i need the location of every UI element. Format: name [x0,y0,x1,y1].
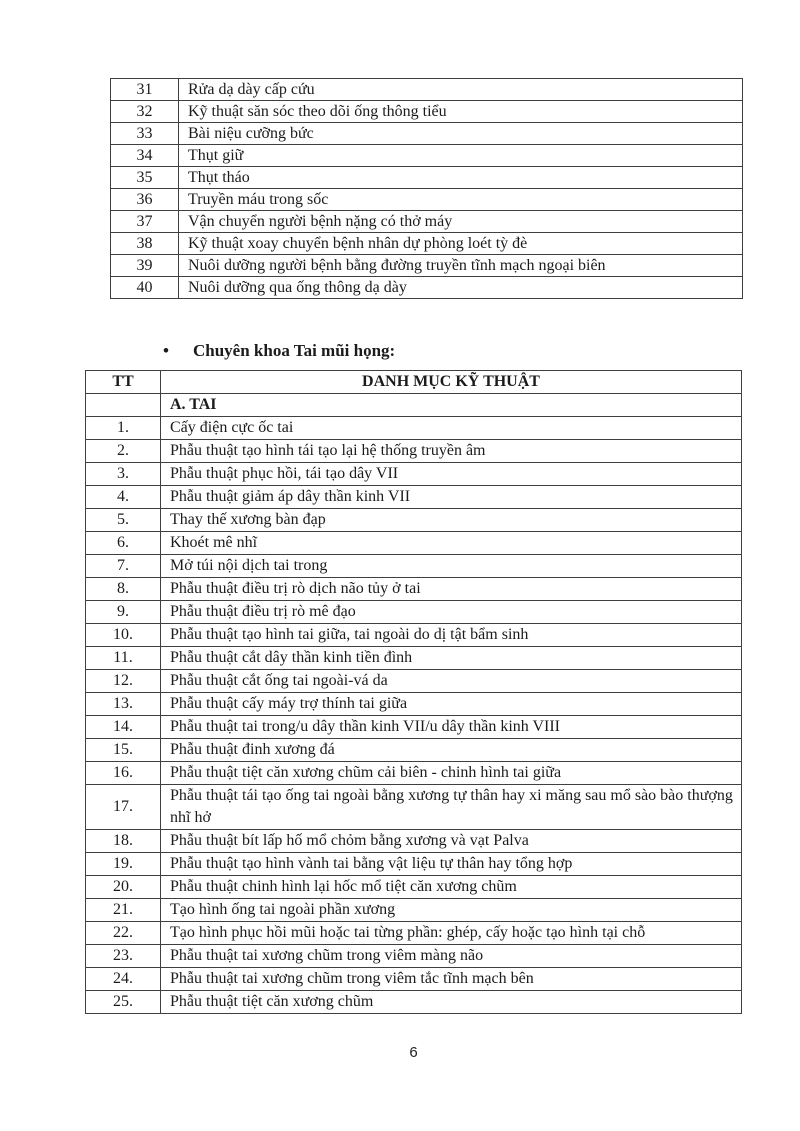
procedure-name: Nuôi dưỡng người bệnh bằng đường truyền tĩnh mạch ngoại biên [179,255,743,277]
table-row [86,899,742,922]
table-row [86,601,742,624]
table-row [86,509,742,532]
procedure-name: Mở túi nội dịch tai trong [161,555,742,578]
table-row [111,101,743,123]
column-header-tt: TT [86,371,161,394]
section-heading [163,340,395,362]
table-row [86,739,742,762]
column-header-name: DANH MỤC KỸ THUẬT [161,371,742,394]
procedure-name: Phẫu thuật tai xương chũm trong viêm tắc tĩnh mạch bên [161,968,742,991]
row-number: 18. [86,830,161,853]
row-number: 19. [86,853,161,876]
procedure-name: Phẫu thuật đinh xương đá [161,739,742,762]
row-number: 36 [111,189,179,211]
procedure-name: Vận chuyển người bệnh nặng có thở máy [179,211,743,233]
row-number: 40 [111,277,179,299]
table-row [86,693,742,716]
table-row [86,991,742,1014]
procedure-name: Kỹ thuật săn sóc theo dõi ống thông tiểu [179,101,743,123]
table-row [111,255,743,277]
table-row [111,211,743,233]
procedure-name: Thụt tháo [179,167,743,189]
procedure-name: Phẫu thuật cắt ống tai ngoài-vá da [161,670,742,693]
table-row [86,417,742,440]
procedure-name: Phẫu thuật tai xương chũm trong viêm màng não [161,945,742,968]
table-row [111,189,743,211]
procedure-name: Khoét mê nhĩ [161,532,742,555]
row-number: 32 [111,101,179,123]
procedure-name: Phẫu thuật điều trị rò mê đạo [161,601,742,624]
table-row [111,79,743,101]
table-row [111,277,743,299]
procedure-name: Phẫu thuật tái tạo ống tai ngoài bằng xương tự thân hay xi măng sau mổ sào bào thượng nhĩ hở [161,785,742,830]
table-row [86,440,742,463]
procedure-name: Thụt giữ [179,145,743,167]
table-row [86,716,742,739]
row-number: 11. [86,647,161,670]
table-row [111,145,743,167]
procedure-name: Rửa dạ dày cấp cứu [179,79,743,101]
procedure-name: Phẫu thuật tiệt căn xương chũm [161,991,742,1014]
procedure-name: Phẫu thuật cấy máy trợ thính tai giữa [161,693,742,716]
row-number: 38 [111,233,179,255]
procedure-name: Phẫu thuật cắt dây thần kinh tiền đình [161,647,742,670]
row-number: 21. [86,899,161,922]
row-number: 39 [111,255,179,277]
table-row [86,785,742,830]
table-row [86,968,742,991]
procedure-name: Phẫu thuật tiệt căn xương chũm cải biên - chinh hình tai giữa [161,762,742,785]
section-label: A. TAI [161,394,742,417]
procedure-name: Phẫu thuật tạo hình tái tạo lại hệ thống truyền âm [161,440,742,463]
procedure-name: Cấy điện cực ốc tai [161,417,742,440]
row-number: 4. [86,486,161,509]
ent-procedures-table [85,370,742,1014]
row-number: 9. [86,601,161,624]
table-row [86,624,742,647]
table-row [111,233,743,255]
procedure-name: Phẫu thuật giảm áp dây thần kinh VII [161,486,742,509]
row-number: 14. [86,716,161,739]
table-row [86,830,742,853]
row-number: 5. [86,509,161,532]
section-heading-label: Chuyên khoa Tai mũi họng: [193,341,396,360]
row-number: 23. [86,945,161,968]
table-row [86,876,742,899]
page-number: 6 [409,1044,418,1061]
section-row [86,394,742,417]
procedure-name: Truyền máu trong sốc [179,189,743,211]
table-row [86,555,742,578]
procedure-name: Bài niệu cưỡng bức [179,123,743,145]
row-number: 33 [111,123,179,145]
table-row [86,922,742,945]
table-row [86,486,742,509]
row-number: 6. [86,532,161,555]
row-number: 37 [111,211,179,233]
row-number [86,394,161,417]
row-number: 3. [86,463,161,486]
row-number: 34 [111,145,179,167]
procedure-name: Nuôi dưỡng qua ống thông dạ dày [179,277,743,299]
row-number: 13. [86,693,161,716]
procedure-name: Phẫu thuật phục hồi, tái tạo dây VII [161,463,742,486]
table-row [86,578,742,601]
table-row [86,853,742,876]
row-number: 35 [111,167,179,189]
procedure-name: Phẫu thuật bít lấp hố mổ chỏm bằng xương và vạt Palva [161,830,742,853]
procedure-name: Phẫu thuật chinh hình lại hốc mổ tiệt căn xương chũm [161,876,742,899]
procedure-name: Tạo hình ống tai ngoài phần xương [161,899,742,922]
procedure-name: Kỹ thuật xoay chuyển bệnh nhân dự phòng loét tỳ đè [179,233,743,255]
row-number: 2. [86,440,161,463]
row-number: 17. [86,785,161,830]
procedure-name: Tạo hình phục hồi mũi hoặc tai từng phần: ghép, cấy hoặc tạo hình tại chỗ [161,922,742,945]
procedure-name: Phẫu thuật điều trị rò dịch não tủy ở tai [161,578,742,601]
procedure-name: Thay thế xương bàn đạp [161,509,742,532]
row-number: 12. [86,670,161,693]
row-number: 20. [86,876,161,899]
row-number: 24. [86,968,161,991]
procedures-table-continued [110,78,743,299]
table-row [111,123,743,145]
procedure-name: Phẫu thuật tạo hình vành tai bằng vật liệu tự thân hay tổng hợp [161,853,742,876]
row-number: 31 [111,79,179,101]
row-number: 25. [86,991,161,1014]
table-header-row [86,371,742,394]
table-row [86,532,742,555]
table-row [111,167,743,189]
table-row [86,670,742,693]
table-row [86,647,742,670]
row-number: 15. [86,739,161,762]
row-number: 10. [86,624,161,647]
bullet-icon: • [163,341,169,360]
procedure-name: Phẫu thuật tai trong/u dây thần kinh VII/u dây thần kinh VIII [161,716,742,739]
row-number: 22. [86,922,161,945]
row-number: 7. [86,555,161,578]
row-number: 1. [86,417,161,440]
table-row [86,463,742,486]
table-row [86,762,742,785]
row-number: 16. [86,762,161,785]
row-number: 8. [86,578,161,601]
procedure-name: Phẫu thuật tạo hình tai giữa, tai ngoài do dị tật bẩm sinh [161,624,742,647]
table-row [86,945,742,968]
